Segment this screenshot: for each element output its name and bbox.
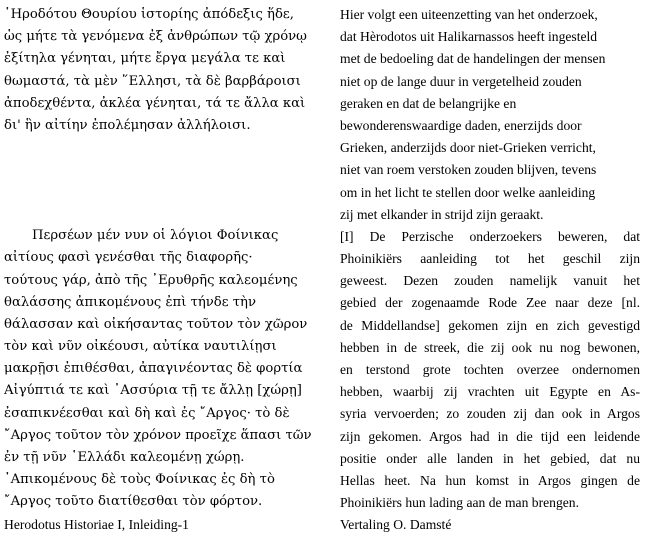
greek-paragraph-2 — [4, 225, 326, 513]
dutch-line: met de bedoeling dat de handelingen der mensen — [340, 51, 606, 67]
greek-line: δι' ἣν αἰτίην ἐπολέμησαν ἀλλήλοισι. — [4, 117, 251, 133]
dutch-line: geraken en dat de belangrijke en — [340, 95, 517, 111]
dutch-line: syria vervoerden; zo zouden zij dan ook in Argos — [340, 406, 640, 422]
dutch-line: hebben, waarbij zij vrachten uit Egypte en As- — [340, 384, 640, 400]
dutch-line: niet op de lange duur in vergetelheid zouden — [340, 73, 582, 89]
dutch-line: Hellas heet. Na hun komst in Argos gingen de — [340, 472, 640, 488]
greek-line: ῎Αργος τοῦτον τὸν χρόνον προεῖχε ἅπασι τῶν — [4, 427, 312, 443]
greek-line: ᾿Απικομένους δὲ τοὺς Φοίνικας ἐς δὴ τὸ — [4, 472, 275, 488]
dutch-line: geweest. Dezen zouden namelijk vanuit het — [340, 273, 640, 289]
dutch-line: zij met elkander in strijd zijn geraakt. — [340, 206, 544, 222]
dutch-line: Hier volgt een uiteenzetting van het onderzoek, — [340, 7, 598, 22]
greek-line: Περσέων μέν νυν οἱ λόγιοι Φοίνικας — [32, 228, 279, 244]
dutch-line: hebben in de streek, die zij ook nu nog bewonen, — [340, 339, 640, 355]
greek-line: θαλάσσης ἀπικομένους ἐπὶ τήνδε τὴν — [4, 294, 256, 310]
greek-line: θωμαστά, τὰ μὲν ῞Ελλησι, τὰ δὲ βαρβάροισι — [4, 73, 301, 89]
dutch-line: de Middellandse] gekomen zijn en zich gevestigd — [340, 317, 640, 333]
greek-paragraph-1 — [4, 4, 326, 137]
dutch-line: Grieken, anderzijds door niet-Grieken verricht, — [340, 140, 596, 156]
dutch-line: Phoinikiërs hun lading aan de man brengen. — [340, 495, 579, 511]
greek-text-column — [4, 4, 326, 536]
greek-line: ἐξίτηλα γένηται, μήτε ἔργα μεγάλα τε καὶ — [4, 51, 286, 67]
greek-line: ἐν τῇ νῦν ῾Ελλάδι καλεομένῃ χώρῃ. — [4, 450, 245, 465]
dutch-line: bewonderenswaardige daden, enerzijds door — [340, 117, 582, 133]
greek-line: ἀποδεχθέντα, ἀκλέα γένηται, τά τε ἄλλα καὶ — [4, 95, 306, 111]
dutch-line: [I] De Perzische onderzoekers beweren, dat — [340, 228, 640, 244]
translator-caption: Vertaling O. Damsté — [340, 517, 452, 533]
greek-line: αἰτίους φασὶ γενέσθαι τῆς διαφορῆς· — [4, 250, 253, 266]
dutch-line: niet van roem verstoken zouden blijven, tevens — [340, 162, 597, 178]
dutch-paragraph-1 — [340, 4, 640, 226]
greek-line: ἐσαπικνέεσθαι καὶ δὴ καὶ ἐς ῎Αργος· τὸ δὲ — [4, 405, 290, 421]
greek-line: τὸν καὶ νῦν οἰκέουσι, αὐτίκα ναυτιλίῃσι — [4, 339, 277, 355]
dutch-translation-column — [340, 4, 640, 536]
dutch-line: zijn gekomen. Argos had in die tijd een leidende — [340, 428, 640, 444]
greek-line: τούτους γάρ, ἀπὸ τῆς ᾿Ερυθρῆς καλεομένης — [4, 272, 298, 288]
dutch-line: Phoinikiërs aanleiding tot het geschil zijn — [340, 251, 640, 267]
dutch-line: en terstond grote tochten overzee ondernomen — [340, 362, 640, 377]
greek-line: Αἰγύπτιά τε καὶ ᾿Ασσύρια τῇ τε ἄλλῃ [χώρῃ] — [4, 383, 302, 399]
greek-source-caption: Herodotus Historiae I, Inleiding-1 — [4, 516, 189, 532]
dutch-line: om in het licht te stellen door welke aanleiding — [340, 184, 596, 200]
greek-line: μακρῇσι ἐπιθέσθαι, ἀπαγινέοντας δὲ φορτία — [4, 361, 303, 377]
dutch-line: gebied der zogenaamde Rode Zee naar deze [nl. — [340, 295, 640, 311]
paragraph-spacer — [4, 137, 326, 225]
greek-line: ῎Αργος τοῦτο διατίθεσθαι τὸν φόρτον. — [4, 494, 263, 510]
greek-line: ῾Ηροδότου Θουρίου ἱστορίης ἀπόδεξις ἥδε, — [4, 7, 294, 22]
dutch-line: dat Hèrodotos uit Halikarnassos heeft ingesteld — [340, 29, 598, 45]
greek-line: θάλασσαν καὶ οἰκήσαντας τοῦτον τὸν χῶρον — [4, 316, 308, 332]
dutch-line: positie onder alle landen in het gebied, dat nu — [340, 450, 640, 466]
dutch-paragraph-2 — [340, 226, 640, 514]
greek-line: ὡς μήτε τὰ γενόμενα ἐξ ἀνθρώπων τῷ χρόνῳ — [4, 29, 307, 45]
